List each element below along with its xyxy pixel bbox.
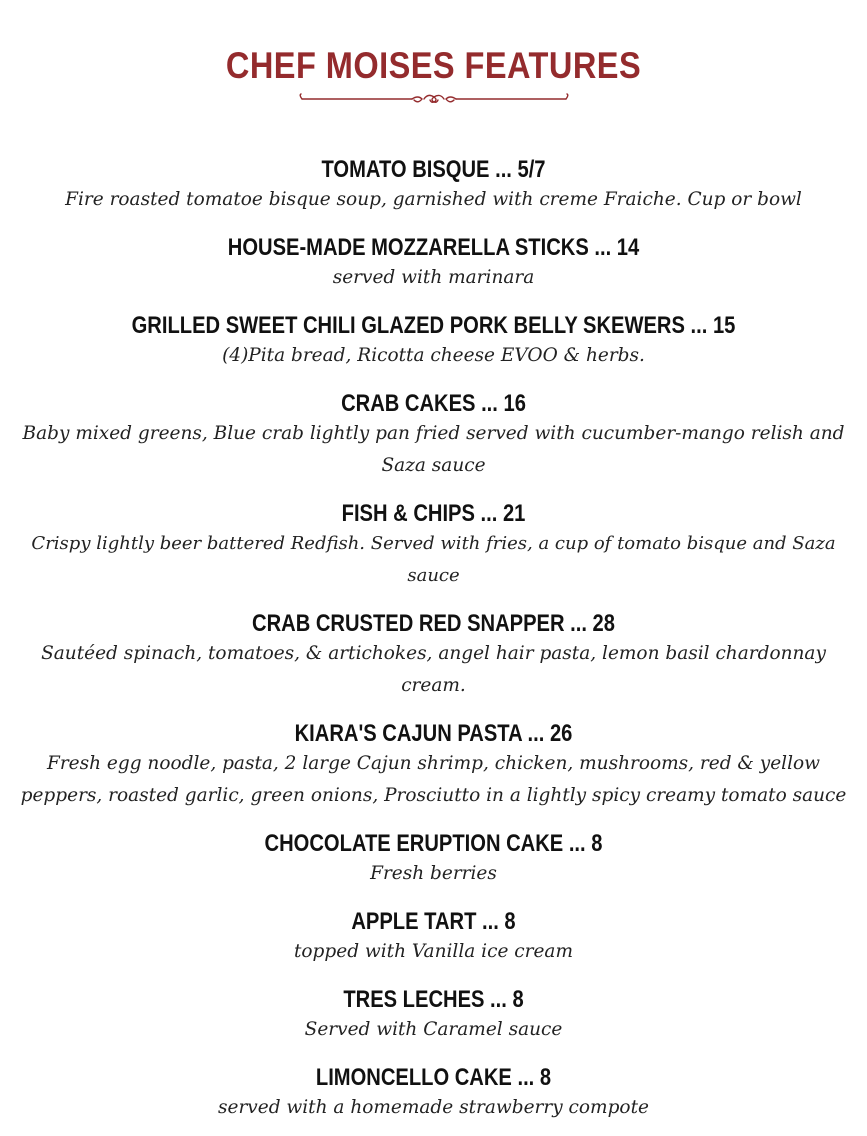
flourish-divider-icon [298, 92, 570, 106]
item-name: TOMATO BISQUE ... 5/7 [321, 156, 546, 183]
menu-item-fish-and-chips [0, 494, 867, 604]
menu-item-cajun-pasta [0, 714, 867, 824]
item-description: Fire roasted tomatoe bisque soup, garnished with creme Fraiche. Cup or bowl [65, 189, 802, 210]
item-description: (4)Pita bread, Ricotta cheese EVOO & herbs. [222, 345, 645, 366]
item-name: LIMONCELLO CAKE ... 8 [315, 1064, 552, 1091]
menu-item-mozzarella-sticks [0, 228, 867, 306]
item-name: APPLE TART ... 8 [351, 908, 516, 935]
item-description: served with a homemade strawberry compote [218, 1097, 649, 1118]
item-name: KIARA'S CAJUN PASTA ... 26 [294, 720, 573, 747]
item-description: Sautéed spinach, tomatoes, & artichokes, angel hair pasta, lemon basil chardonnay cream. [41, 643, 826, 696]
menu-item-limoncello-cake [0, 1058, 867, 1136]
item-name: CHOCOLATE ERUPTION CAKE ... 8 [264, 830, 603, 857]
menu-items [0, 150, 867, 1136]
item-name: CRAB CRUSTED RED SNAPPER ... 28 [252, 610, 615, 637]
menu-item-apple-tart [0, 902, 867, 980]
page-title: CHEF MOISES FEATURES [225, 45, 642, 86]
item-description: served with marinara [332, 267, 535, 288]
menu-item-chocolate-eruption-cake [0, 824, 867, 902]
item-description: Served with Caramel sauce [304, 1019, 563, 1040]
item-description: Crispy lightly beer battered Redfish. Served with fries, a cup of tomato bisque and Saza sauce [31, 533, 836, 586]
item-name: FISH & CHIPS ... 21 [341, 500, 526, 527]
menu-item-crab-cakes [0, 384, 867, 494]
item-description: Fresh egg noodle, pasta, 2 large Cajun shrimp, chicken, mushrooms, red & yellow peppers, roasted garlic, green onions, Prosciutto in a lightly spicy creamy tomato sauce [20, 753, 847, 806]
item-description: Baby mixed greens, Blue crab lightly pan fried served with cucumber-mango relish and Saza sauce [22, 423, 845, 476]
menu-item-tomato-bisque [0, 150, 867, 228]
item-description: topped with Vanilla ice cream [293, 941, 573, 962]
menu-item-tres-leches [0, 980, 867, 1058]
item-description: Fresh berries [370, 863, 497, 884]
item-name: CRAB CAKES ... 16 [341, 390, 526, 417]
item-name: HOUSE-MADE MOZZARELLA STICKS ... 14 [227, 234, 640, 261]
item-name: GRILLED SWEET CHILI GLAZED PORK BELLY SKEWERS ... 15 [131, 312, 736, 339]
menu-item-crab-crusted-red-snapper [0, 604, 867, 714]
menu-item-pork-belly-skewers [0, 306, 867, 384]
item-name: TRES LECHES ... 8 [343, 986, 524, 1013]
